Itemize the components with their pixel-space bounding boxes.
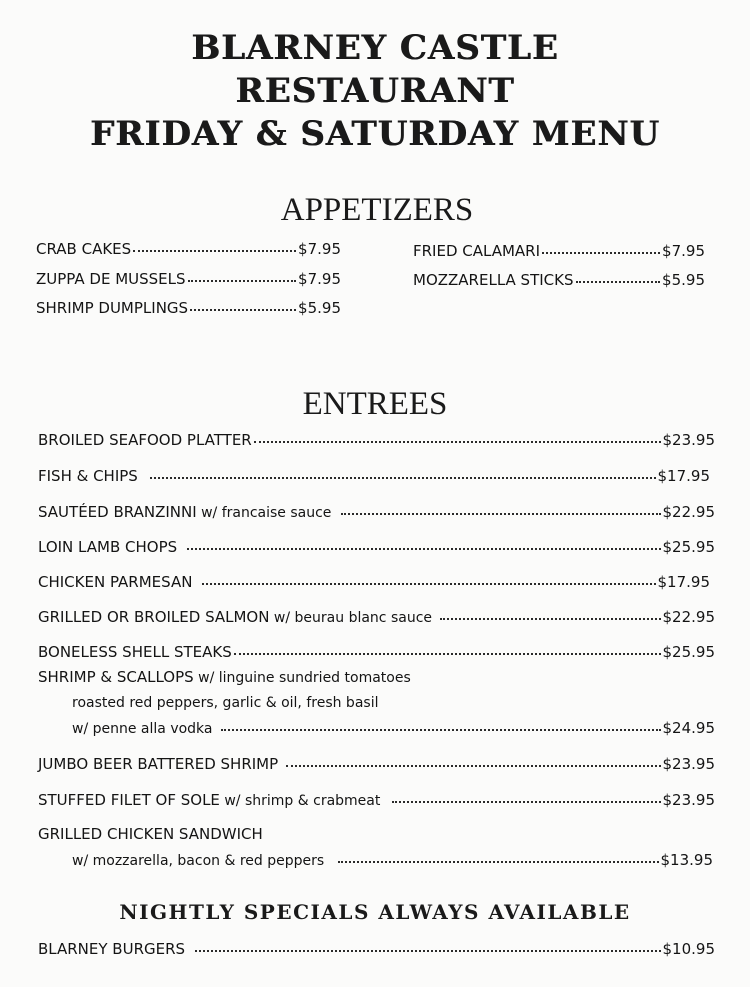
item-price: $5.95: [298, 299, 341, 317]
dot-leader: [254, 441, 661, 443]
dot-leader: [190, 309, 296, 311]
dot-leader: [234, 653, 661, 655]
menu-item: [413, 242, 705, 260]
dot-leader: [440, 618, 661, 620]
item-title: STUFFED FILET OF SOLE: [38, 791, 220, 809]
dot-leader: [341, 513, 660, 515]
menu-item: [38, 573, 710, 591]
item-price: $10.95: [662, 940, 715, 958]
item-title: SAUTÉED BRANZINNI: [38, 503, 197, 521]
item-description-line: [72, 693, 378, 711]
menu-item: [38, 755, 715, 773]
item-price: $7.95: [298, 270, 341, 288]
dot-leader: [187, 548, 660, 550]
item-name: [38, 503, 331, 521]
item-price: $17.95: [657, 467, 710, 485]
menu-item: [38, 608, 715, 626]
menu-item: [72, 719, 715, 737]
entrees-heading: ENTREES: [302, 386, 448, 422]
menu-title: FRIDAY & SATURDAY MENU: [90, 114, 660, 154]
dot-leader: [188, 280, 297, 282]
menu-item: [38, 643, 715, 661]
item-description: w/ mozzarella, bacon & red peppers: [72, 853, 325, 869]
dot-leader: [286, 765, 660, 767]
menu-item: [72, 851, 713, 869]
item-name: BONELESS SHELL STEAKS: [38, 643, 232, 661]
menu-item-title-line: [38, 668, 411, 686]
item-description: roasted red peppers, garlic & oil, fresh basil: [72, 695, 379, 711]
item-price: $13.95: [660, 851, 713, 869]
dot-leader: [392, 801, 660, 803]
dot-leader: [576, 281, 661, 283]
dot-leader: [195, 950, 660, 952]
item-name: JUMBO BEER BATTERED SHRIMP: [38, 755, 279, 773]
item-description: w/ penne alla vodka: [72, 721, 213, 737]
item-name: SHRIMP DUMPLINGS: [36, 299, 189, 317]
item-name: [38, 791, 380, 809]
item-price: $17.95: [657, 573, 710, 591]
item-name: FISH & CHIPS: [38, 467, 138, 485]
menu-item: [38, 467, 710, 485]
dot-leader: [221, 729, 661, 731]
restaurant-subtitle: RESTAURANT: [235, 71, 515, 111]
menu-item: [38, 431, 715, 449]
item-name: CHICKEN PARMESAN: [38, 573, 193, 591]
menu-item: [36, 240, 341, 258]
item-price: $22.95: [662, 608, 715, 626]
dot-leader: [202, 583, 655, 585]
item-name: CRAB CAKES: [36, 240, 132, 258]
specials-heading: NIGHTLY SPECIALS ALWAYS AVAILABLE: [119, 900, 631, 924]
item-name: BLARNEY BURGERS: [38, 940, 186, 958]
item-title: GRILLED CHICKEN SANDWICH: [38, 825, 263, 843]
item-description: w/ francaise sauce: [196, 505, 332, 521]
item-name: ZUPPA DE MUSSELS: [36, 270, 186, 288]
dot-leader: [542, 252, 660, 254]
item-price: $22.95: [662, 503, 715, 521]
item-price: $7.95: [298, 240, 341, 258]
item-title: GRILLED OR BROILED SALMON: [38, 608, 270, 626]
menu-item: [38, 940, 715, 958]
menu-item: [38, 503, 715, 521]
item-price: $23.95: [662, 755, 715, 773]
item-price: $25.95: [662, 538, 715, 556]
menu-item: [38, 791, 715, 809]
item-name: MOZZARELLA STICKS: [413, 271, 574, 289]
menu-item-title-line: [38, 825, 263, 843]
item-description: w/ beurau blanc sauce: [269, 610, 432, 626]
item-description: w/ shrimp & crabmeat: [219, 793, 381, 809]
restaurant-name: BLARNEY CASTLE: [191, 28, 559, 68]
item-name: BROILED SEAFOOD PLATTER: [38, 431, 252, 449]
item-price: $7.95: [662, 242, 705, 260]
item-name: [38, 608, 432, 626]
menu-item: [413, 271, 705, 289]
item-price: $5.95: [662, 271, 705, 289]
item-name: FRIED CALAMARI: [413, 242, 541, 260]
item-name: LOIN LAMB CHOPS: [38, 538, 178, 556]
item-title: SHRIMP & SCALLOPS: [38, 668, 194, 686]
menu-item: [38, 538, 715, 556]
menu-item: [36, 299, 341, 317]
dot-leader: [338, 861, 658, 863]
item-price: $25.95: [662, 643, 715, 661]
dot-leader: [150, 477, 656, 479]
item-price: $23.95: [662, 791, 715, 809]
item-price: $23.95: [662, 431, 715, 449]
dot-leader: [133, 250, 296, 252]
appetizers-heading: APPETIZERS: [280, 192, 474, 228]
item-price: $24.95: [662, 719, 715, 737]
menu-item: [36, 270, 341, 288]
item-description: w/ linguine sundried tomatoes: [193, 670, 411, 686]
